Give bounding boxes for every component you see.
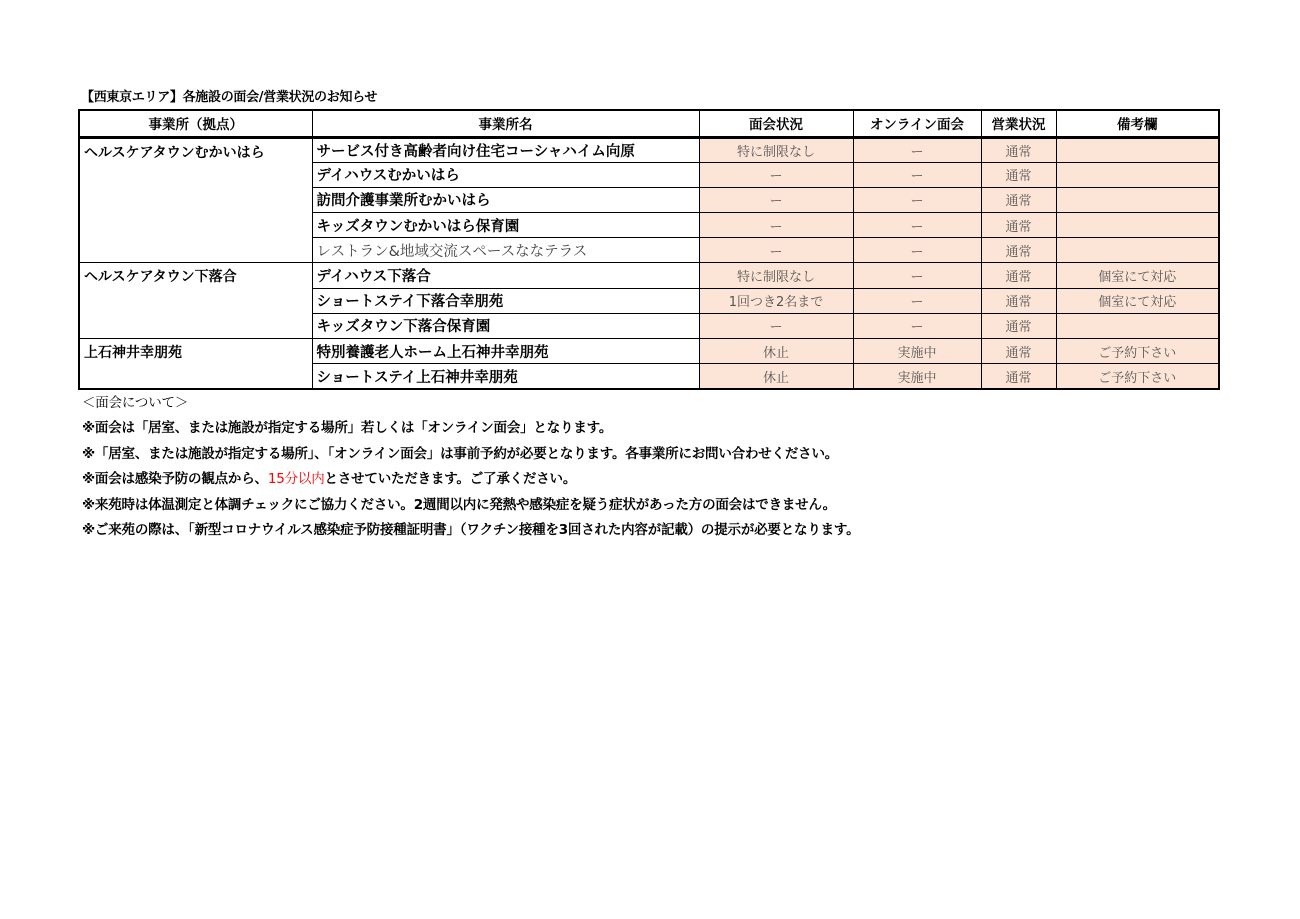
table-row (79, 339, 1219, 364)
table-row (79, 263, 1219, 288)
business-cell: 通常 (981, 238, 1056, 263)
business-cell: 通常 (981, 137, 1056, 162)
visit-cell: 休止 (699, 339, 853, 364)
table-row (79, 137, 1219, 162)
facility-cell: キッズタウンむかいはら保育園 (312, 213, 699, 238)
base-cell: ヘルスケアタウン下落合 (79, 263, 312, 339)
facility-cell: サービス付き高齢者向け住宅コーシャハイム向原 (312, 137, 699, 162)
business-cell: 通常 (981, 288, 1056, 313)
note-line: ※ご来苑の際は、「新型コロナウイルス感染症予防接種証明書」（ワクチン接種を3回された内容が記載）の提示が必要となります。 (82, 522, 860, 539)
visit-cell: 休止 (699, 364, 853, 389)
notes-cell (1056, 313, 1219, 338)
business-cell: 通常 (981, 213, 1056, 238)
notes-cell: ご予約下さい (1056, 364, 1219, 389)
business-cell: 通常 (981, 339, 1056, 364)
facility-cell: ショートステイ上石神井幸朋苑 (312, 364, 699, 389)
time-limit-highlight: 15分以内 (267, 471, 325, 488)
online-cell: 実施中 (853, 339, 981, 364)
note-text: ※面会は感染予防の観点から、 (82, 471, 268, 488)
notes-cell (1056, 238, 1219, 263)
notes-cell (1056, 213, 1219, 238)
header-base: 事業所（拠点） (79, 110, 312, 137)
visit-cell: 特に制限なし (699, 137, 853, 162)
note-text: とさせていただきます。ご了承ください。 (324, 471, 577, 488)
header-online-visit: オンライン面会 (853, 110, 981, 137)
visit-cell: ー (699, 162, 853, 187)
notes-cell: ご予約下さい (1056, 339, 1219, 364)
online-cell: ー (853, 238, 981, 263)
facility-cell: デイハウス下落合 (312, 263, 699, 288)
business-cell: 通常 (981, 187, 1056, 212)
header-notes: 備考欄 (1056, 110, 1219, 137)
base-cell: ヘルスケアタウンむかいはら (79, 137, 312, 263)
facility-cell: デイハウスむかいはら (312, 162, 699, 187)
notes-cell: 個室にて対応 (1056, 288, 1219, 313)
facility-cell: キッズタウン下落合保育園 (312, 313, 699, 338)
online-cell: 実施中 (853, 364, 981, 389)
facility-status-table (78, 109, 1220, 390)
visit-cell: ー (699, 187, 853, 212)
note-line (82, 467, 859, 492)
visit-cell: ー (699, 213, 853, 238)
note-line: ※「居室、または施設が指定する場所」、「オンライン面会」は事前予約が必要となります。各事業所にお問い合わせください。 (82, 445, 839, 462)
visit-cell: ー (699, 238, 853, 263)
online-cell: ー (853, 137, 981, 162)
business-cell: 通常 (981, 263, 1056, 288)
header-facility: 事業所名 (312, 110, 699, 137)
visit-cell: 特に制限なし (699, 263, 853, 288)
online-cell: ー (853, 263, 981, 288)
visit-cell: 1回つき2名まで (699, 288, 853, 313)
online-cell: ー (853, 313, 981, 338)
facility-cell: 訪問介護事業所むかいはら (312, 187, 699, 212)
header-visit-status: 面会状況 (699, 110, 853, 137)
table-header-row (79, 110, 1219, 137)
business-cell: 通常 (981, 364, 1056, 389)
online-cell: ー (853, 187, 981, 212)
business-cell: 通常 (981, 313, 1056, 338)
page-title: 【西東京エリア】各施設の面会/営業状況のお知らせ (81, 90, 378, 105)
note-line: ※面会は「居室、または施設が指定する場所」若しくは「オンライン面会」となります。 (82, 420, 613, 437)
notes-heading: ＜面会について＞ (82, 395, 189, 411)
base-cell: 上石神井幸朋苑 (79, 339, 312, 389)
online-cell: ー (853, 213, 981, 238)
notes-cell (1056, 137, 1219, 162)
visit-notes (82, 391, 859, 543)
visit-cell: ー (699, 313, 853, 338)
online-cell: ー (853, 288, 981, 313)
note-line: ※来苑時は体温測定と体調チェックにご協力ください。2週間以内に発熱や感染症を疑う症状があった方の面会はできません。 (82, 496, 836, 513)
facility-cell: ショートステイ下落合幸朋苑 (312, 288, 699, 313)
notes-cell (1056, 162, 1219, 187)
facility-cell: 特別養護老人ホーム上石神井幸朋苑 (312, 339, 699, 364)
notes-cell (1056, 187, 1219, 212)
business-cell: 通常 (981, 162, 1056, 187)
header-business-status: 営業状況 (981, 110, 1056, 137)
online-cell: ー (853, 162, 981, 187)
facility-cell: レストラン&地域交流スペースななテラス (312, 238, 699, 263)
notes-cell: 個室にて対応 (1056, 263, 1219, 288)
